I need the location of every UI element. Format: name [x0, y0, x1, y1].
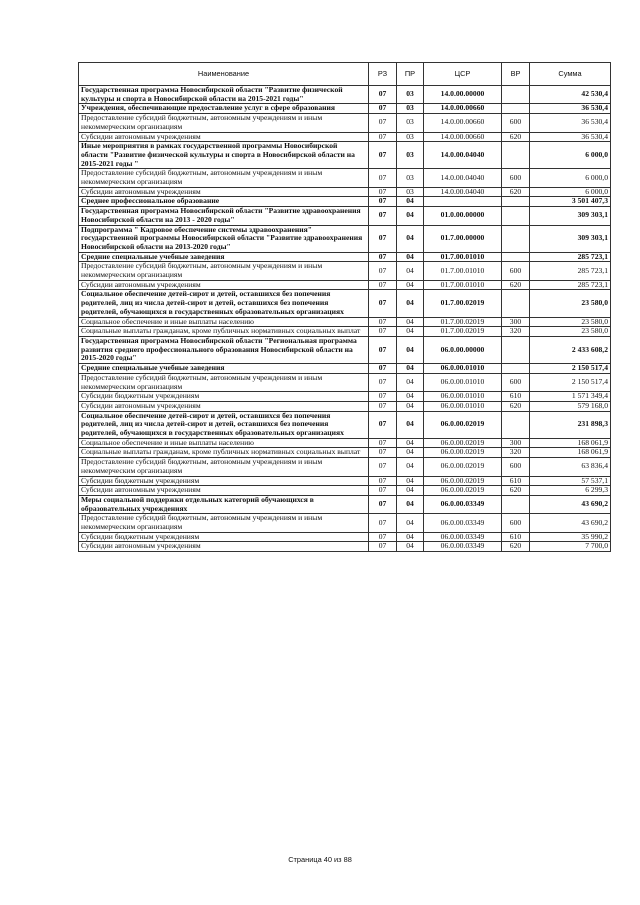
cell-pr: 04	[397, 262, 424, 280]
cell-rz: 07	[369, 207, 397, 225]
cell-sum: 23 580,0	[530, 290, 611, 317]
cell-rz: 07	[369, 438, 397, 448]
cell-sum: 57 537,1	[530, 476, 611, 486]
cell-rz: 07	[369, 542, 397, 552]
cell-rz: 07	[369, 476, 397, 486]
cell-sum: 42 530,4	[530, 86, 611, 104]
cell-csr: 06.0.00.00000	[424, 336, 502, 363]
cell-pr: 04	[397, 411, 424, 438]
cell-pr: 04	[397, 458, 424, 476]
cell-name: Субсидии автономным учреждениям	[79, 132, 369, 142]
cell-sum: 168 061,9	[530, 438, 611, 448]
table-header-row	[79, 63, 611, 86]
cell-rz: 07	[369, 411, 397, 438]
table-row	[79, 225, 611, 252]
cell-sum: 309 303,1	[530, 207, 611, 225]
cell-rz: 07	[369, 114, 397, 132]
cell-csr: 06.0.00.01010	[424, 364, 502, 374]
cell-rz: 07	[369, 197, 397, 207]
cell-csr: 01.7.00.02019	[424, 327, 502, 337]
cell-sum: 2 150 517,4	[530, 373, 611, 391]
cell-rz: 07	[369, 317, 397, 327]
cell-name: Социальное обеспечение и иные выплаты населению	[79, 438, 369, 448]
cell-pr: 04	[397, 207, 424, 225]
header-csr: ЦСР	[424, 63, 502, 86]
cell-sum: 7 700,0	[530, 542, 611, 552]
table-row	[79, 207, 611, 225]
cell-pr: 04	[397, 532, 424, 542]
cell-csr: 14.0.00.04040	[424, 187, 502, 197]
cell-csr: 06.0.00.01010	[424, 392, 502, 402]
cell-pr: 04	[397, 364, 424, 374]
cell-rz: 07	[369, 290, 397, 317]
cell-name: Государственная программа Новосибирской области "Региональная программа развития среднего профессионального образования Новосибирской области на 2015-2020 годы"	[79, 336, 369, 363]
cell-vr: 620	[502, 280, 530, 290]
cell-sum: 35 990,2	[530, 532, 611, 542]
cell-csr: 06.0.00.01010	[424, 401, 502, 411]
cell-name: Субсидии автономным учреждениям	[79, 542, 369, 552]
table-body	[79, 86, 611, 552]
cell-csr: 01.0.00.00000	[424, 207, 502, 225]
cell-rz: 07	[369, 458, 397, 476]
cell-rz: 07	[369, 187, 397, 197]
cell-vr	[502, 364, 530, 374]
table-row	[79, 114, 611, 132]
table-row	[79, 486, 611, 496]
cell-pr: 04	[397, 373, 424, 391]
cell-csr: 06.0.00.02019	[424, 486, 502, 496]
cell-rz: 07	[369, 514, 397, 532]
cell-vr: 300	[502, 438, 530, 448]
cell-vr	[502, 336, 530, 363]
cell-pr: 04	[397, 290, 424, 317]
cell-csr: 14.0.00.00660	[424, 104, 502, 114]
cell-sum: 1 571 349,4	[530, 392, 611, 402]
cell-csr: 06.0.00.03349	[424, 495, 502, 513]
header-vr: ВР	[502, 63, 530, 86]
table-row	[79, 495, 611, 513]
table-row	[79, 401, 611, 411]
cell-vr	[502, 197, 530, 207]
table-row	[79, 86, 611, 104]
cell-name: Субсидии автономным учреждениям	[79, 401, 369, 411]
cell-sum: 43 690,2	[530, 495, 611, 513]
cell-name: Субсидии автономным учреждениям	[79, 187, 369, 197]
cell-pr: 04	[397, 225, 424, 252]
cell-pr: 03	[397, 132, 424, 142]
cell-pr: 03	[397, 86, 424, 104]
cell-rz: 07	[369, 104, 397, 114]
cell-csr: 14.0.00.00660	[424, 114, 502, 132]
cell-pr: 04	[397, 392, 424, 402]
cell-pr: 03	[397, 142, 424, 169]
cell-sum: 23 580,0	[530, 317, 611, 327]
cell-vr	[502, 225, 530, 252]
cell-pr: 04	[397, 280, 424, 290]
cell-vr: 300	[502, 317, 530, 327]
cell-vr	[502, 495, 530, 513]
cell-pr: 03	[397, 104, 424, 114]
cell-name: Учреждения, обеспечивающие предоставление услуг в сфере образования	[79, 104, 369, 114]
cell-pr: 04	[397, 495, 424, 513]
cell-name: Социальное обеспечение детей-сирот и детей, оставшихся без попечения родителей, лиц из числа детей-сирот и детей, оставшихся без попечения родителей, обучающихся в государственных образовательных организациях	[79, 290, 369, 317]
cell-sum: 285 723,1	[530, 252, 611, 262]
cell-vr: 600	[502, 514, 530, 532]
cell-rz: 07	[369, 364, 397, 374]
cell-vr: 320	[502, 448, 530, 458]
cell-csr: 01.7.00.02019	[424, 317, 502, 327]
cell-csr: 01.7.00.01010	[424, 262, 502, 280]
table-row	[79, 514, 611, 532]
cell-pr: 03	[397, 187, 424, 197]
cell-rz: 07	[369, 280, 397, 290]
table-row	[79, 392, 611, 402]
cell-rz: 07	[369, 262, 397, 280]
cell-csr: 14.0.00.00660	[424, 132, 502, 142]
cell-vr	[502, 86, 530, 104]
cell-name: Предоставление субсидий бюджетным, автономным учреждениям и иным некоммерческим организациям	[79, 458, 369, 476]
cell-name: Субсидии бюджетным учреждениям	[79, 476, 369, 486]
cell-vr: 600	[502, 373, 530, 391]
table-row	[79, 364, 611, 374]
cell-vr: 600	[502, 169, 530, 187]
cell-rz: 07	[369, 532, 397, 542]
cell-name: Субсидии бюджетным учреждениям	[79, 392, 369, 402]
cell-csr: 06.0.00.02019	[424, 438, 502, 448]
table-row	[79, 169, 611, 187]
cell-name: Субсидии автономным учреждениям	[79, 486, 369, 496]
cell-name: Предоставление субсидий бюджетным, автономным учреждениям и иным некоммерческим организациям	[79, 373, 369, 391]
cell-csr: 14.0.00.00000	[424, 86, 502, 104]
header-rz: РЗ	[369, 63, 397, 86]
cell-name: Иные мероприятия в рамках государственной программы Новосибирской области "Развитие физической культуры и спорта в Новосибирской области на 2015-2021 годы "	[79, 142, 369, 169]
cell-name: Предоставление субсидий бюджетным, автономным учреждениям и иным некоммерческим организациям	[79, 169, 369, 187]
cell-csr: 06.0.00.03349	[424, 542, 502, 552]
cell-rz: 07	[369, 225, 397, 252]
header-name: Наименование	[79, 63, 369, 86]
cell-csr: 14.0.00.04040	[424, 142, 502, 169]
cell-pr: 04	[397, 486, 424, 496]
cell-pr: 04	[397, 438, 424, 448]
cell-name: Средние специальные учебные заведения	[79, 252, 369, 262]
cell-vr: 610	[502, 476, 530, 486]
cell-name: Подпрограмма " Кадровое обеспечение системы здравоохранения" государственной программы Новосибирской области "Развитие здравоохранения Новосибирской области на 2013-2020 годы"	[79, 225, 369, 252]
cell-sum: 6 000,0	[530, 142, 611, 169]
cell-name: Социальное обеспечение детей-сирот и детей, оставшихся без попечения родителей, лиц из числа детей-сирот и детей, оставшихся без попечения родителей, обучающихся в государственных образовательных организациях	[79, 411, 369, 438]
cell-sum: 6 000,0	[530, 187, 611, 197]
cell-pr: 04	[397, 336, 424, 363]
cell-name: Субсидии бюджетным учреждениям	[79, 532, 369, 542]
cell-name: Социальное обеспечение и иные выплаты населению	[79, 317, 369, 327]
cell-csr: 06.0.00.02019	[424, 458, 502, 476]
cell-name: Субсидии автономным учреждениям	[79, 280, 369, 290]
cell-vr	[502, 290, 530, 317]
cell-sum: 3 501 407,3	[530, 197, 611, 207]
cell-rz: 07	[369, 327, 397, 337]
cell-csr: 06.0.00.02019	[424, 448, 502, 458]
header-pr: ПР	[397, 63, 424, 86]
cell-sum: 2 433 608,2	[530, 336, 611, 363]
cell-csr: 01.7.00.01010	[424, 252, 502, 262]
cell-rz: 07	[369, 86, 397, 104]
cell-name: Среднее профессиональное образование	[79, 197, 369, 207]
cell-vr	[502, 207, 530, 225]
cell-csr: 14.0.00.04040	[424, 169, 502, 187]
cell-vr: 600	[502, 262, 530, 280]
cell-name: Меры социальной поддержки отдельных категорий обучающихся в образовательных учреждениях	[79, 495, 369, 513]
table-row	[79, 142, 611, 169]
cell-name: Предоставление субсидий бюджетным, автономным учреждениям и иным некоммерческим организациям	[79, 114, 369, 132]
cell-rz: 07	[369, 486, 397, 496]
cell-vr: 610	[502, 392, 530, 402]
cell-name: Социальные выплаты гражданам, кроме публичных нормативных социальных выплат	[79, 327, 369, 337]
cell-csr: 01.7.00.00000	[424, 225, 502, 252]
cell-pr: 04	[397, 542, 424, 552]
cell-sum: 63 836,4	[530, 458, 611, 476]
cell-vr: 600	[502, 458, 530, 476]
cell-rz: 07	[369, 142, 397, 169]
cell-csr: 06.0.00.01010	[424, 373, 502, 391]
cell-sum: 36 530,4	[530, 114, 611, 132]
cell-sum: 23 580,0	[530, 327, 611, 337]
page-number: Страница 40 из 88	[288, 855, 352, 864]
cell-rz: 07	[369, 169, 397, 187]
cell-name: Государственная программа Новосибирской области "Развитие физической культуры и спорта в Новосибирской области на 2015-2021 годы"	[79, 86, 369, 104]
cell-rz: 07	[369, 132, 397, 142]
cell-pr: 04	[397, 327, 424, 337]
cell-sum: 309 303,1	[530, 225, 611, 252]
cell-vr: 620	[502, 401, 530, 411]
budget-table	[78, 62, 611, 552]
cell-vr: 610	[502, 532, 530, 542]
table-row	[79, 411, 611, 438]
cell-rz: 07	[369, 373, 397, 391]
cell-sum: 579 168,0	[530, 401, 611, 411]
header-sum: Сумма	[530, 63, 611, 86]
cell-rz: 07	[369, 495, 397, 513]
cell-pr: 04	[397, 252, 424, 262]
cell-pr: 04	[397, 476, 424, 486]
cell-sum: 36 530,4	[530, 132, 611, 142]
cell-vr	[502, 252, 530, 262]
cell-csr: 06.0.00.03349	[424, 532, 502, 542]
table-row	[79, 458, 611, 476]
cell-pr: 04	[397, 401, 424, 411]
cell-sum: 231 898,3	[530, 411, 611, 438]
cell-csr: 06.0.00.02019	[424, 411, 502, 438]
cell-sum: 2 150 517,4	[530, 364, 611, 374]
cell-name: Государственная программа Новосибирской области "Развитие здравоохранения Новосибирской области на 2013 - 2020 годы"	[79, 207, 369, 225]
cell-csr: 01.7.00.02019	[424, 290, 502, 317]
cell-pr: 03	[397, 114, 424, 132]
cell-name: Предоставление субсидий бюджетным, автономным учреждениям и иным некоммерческим организациям	[79, 514, 369, 532]
cell-rz: 07	[369, 401, 397, 411]
cell-pr: 04	[397, 514, 424, 532]
cell-vr	[502, 411, 530, 438]
table-row	[79, 542, 611, 552]
cell-vr: 620	[502, 132, 530, 142]
cell-csr: 01.7.00.01010	[424, 280, 502, 290]
cell-pr: 03	[397, 169, 424, 187]
cell-rz: 07	[369, 448, 397, 458]
cell-sum: 43 690,2	[530, 514, 611, 532]
cell-vr: 620	[502, 542, 530, 552]
cell-rz: 07	[369, 336, 397, 363]
cell-vr	[502, 142, 530, 169]
cell-csr	[424, 197, 502, 207]
cell-pr: 04	[397, 197, 424, 207]
cell-vr	[502, 104, 530, 114]
cell-name: Предоставление субсидий бюджетным, автономным учреждениям и иным некоммерческим организациям	[79, 262, 369, 280]
cell-sum: 168 061,9	[530, 448, 611, 458]
cell-name: Социальные выплаты гражданам, кроме публичных нормативных социальных выплат	[79, 448, 369, 458]
cell-pr: 04	[397, 317, 424, 327]
cell-vr: 320	[502, 327, 530, 337]
cell-vr: 600	[502, 114, 530, 132]
cell-sum: 36 530,4	[530, 104, 611, 114]
cell-name: Средние специальные учебные заведения	[79, 364, 369, 374]
cell-pr: 04	[397, 448, 424, 458]
cell-sum: 285 723,1	[530, 280, 611, 290]
table-row	[79, 373, 611, 391]
cell-sum: 6 000,0	[530, 169, 611, 187]
cell-csr: 06.0.00.02019	[424, 476, 502, 486]
cell-vr: 620	[502, 187, 530, 197]
table-row	[79, 336, 611, 363]
cell-sum: 285 723,1	[530, 262, 611, 280]
cell-sum: 6 299,3	[530, 486, 611, 496]
cell-csr: 06.0.00.03349	[424, 514, 502, 532]
table-row	[79, 262, 611, 280]
table-row	[79, 290, 611, 317]
cell-rz: 07	[369, 252, 397, 262]
cell-vr: 620	[502, 486, 530, 496]
cell-rz: 07	[369, 392, 397, 402]
